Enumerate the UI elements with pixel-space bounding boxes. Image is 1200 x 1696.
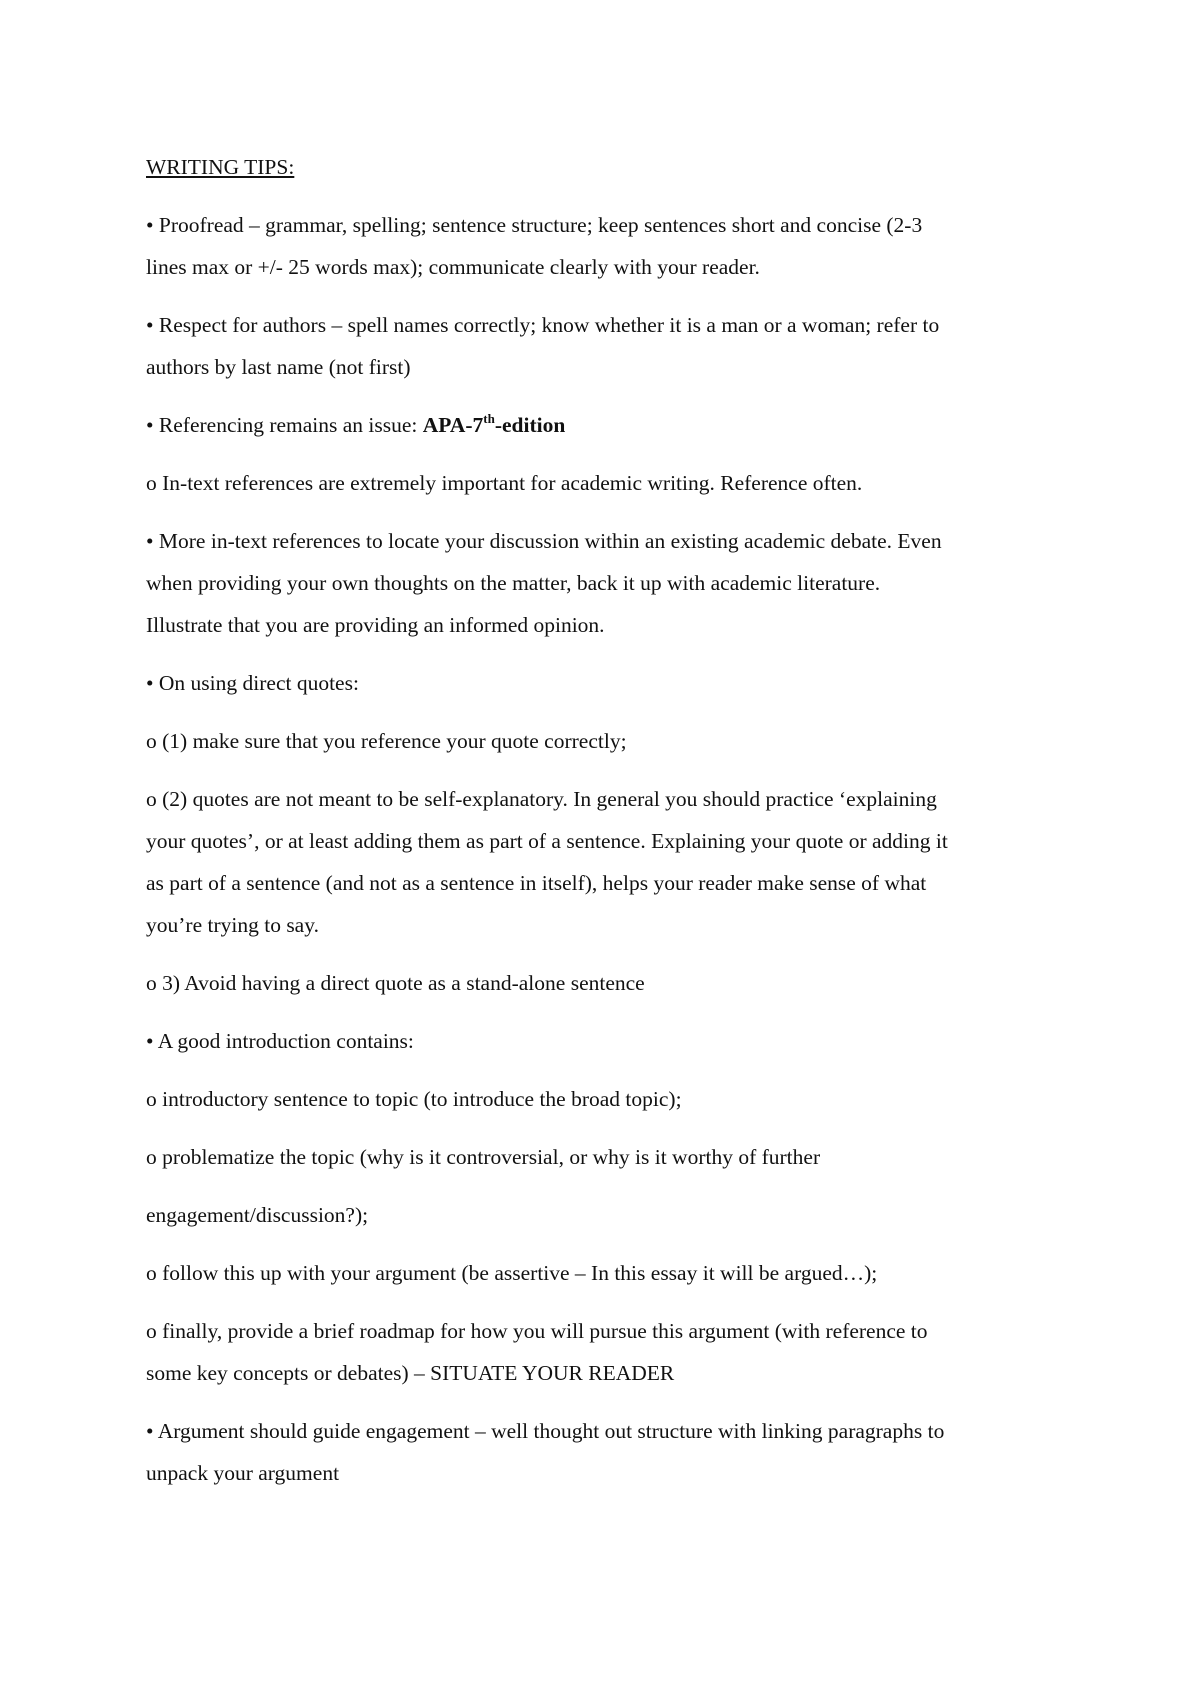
quote-tip-2 — [146, 778, 1066, 946]
intro-tip-3: o follow this up with your argument (be assertive – In this essay it will be argued…); — [146, 1261, 878, 1285]
tip-intext-references: o In-text references are extremely important for academic writing. Reference often. — [146, 471, 863, 495]
quote-tip-2-line-1: o (2) quotes are not meant to be self-explanatory. In general you should practice ‘explaining — [146, 787, 937, 811]
tip-respect-line-2: authors by last name (not first) — [146, 355, 411, 379]
intro-tip-2-continued: engagement/discussion?); — [146, 1203, 369, 1227]
quote-tip-2-line-3: as part of a sentence (and not as a sentence in itself), helps your reader make sense of what — [146, 871, 927, 895]
quote-tip-2-line-4: you’re trying to say. — [146, 913, 319, 937]
tip-more-intext — [146, 520, 1066, 646]
tip-respect-line-1: • Respect for authors – spell names correctly; know whether it is a man or a woman; refer to — [146, 313, 940, 337]
quote-tip-3: o 3) Avoid having a direct quote as a stand-alone sentence — [146, 971, 645, 995]
tip-argument-line-1: • Argument should guide engagement – well thought out structure with linking paragraphs to — [146, 1419, 945, 1443]
intro-tip-2: o problematize the topic (why is it controversial, or why is it worthy of further — [146, 1145, 821, 1169]
tip-argument — [146, 1410, 1066, 1494]
tip-direct-quotes-heading: • On using direct quotes: — [146, 671, 359, 695]
apa-edition-main: APA-7 — [422, 413, 484, 437]
tip-more-intext-line-3: Illustrate that you are providing an informed opinion. — [146, 613, 605, 637]
intro-tip-1: o introductory sentence to topic (to introduce the broad topic); — [146, 1087, 682, 1111]
intro-tip-4-line-1: o finally, provide a brief roadmap for how you will pursue this argument (with reference to — [146, 1319, 928, 1343]
apa-edition-superscript: th — [483, 411, 495, 426]
tip-respect-authors — [146, 304, 1066, 388]
apa-edition-suffix: -edition — [494, 413, 566, 437]
intro-tip-4 — [146, 1310, 1066, 1394]
tip-more-intext-line-1: • More in-text references to locate your discussion within an existing academic debate. Even — [146, 529, 942, 553]
tip-proofread-line-2: lines max or +/- 25 words max); communicate clearly with your reader. — [146, 255, 760, 279]
apa-edition — [423, 413, 566, 437]
quote-tip-2-line-2: your quotes’, or at least adding them as part of a sentence. Explaining your quote or adding it — [146, 829, 948, 853]
tip-referencing-prefix: • Referencing remains an issue: — [146, 413, 423, 437]
intro-tip-4-line-2: some key concepts or debates) – SITUATE YOUR READER — [146, 1361, 675, 1385]
quote-tip-1: o (1) make sure that you reference your quote correctly; — [146, 729, 627, 753]
tip-introduction-heading: • A good introduction contains: — [146, 1029, 414, 1053]
tip-more-intext-line-2: when providing your own thoughts on the matter, back it up with academic literature. — [146, 571, 881, 595]
tip-proofread — [146, 204, 1066, 288]
document-body — [146, 146, 1066, 1510]
tip-argument-line-2: unpack your argument — [146, 1461, 340, 1485]
tip-proofread-line-1: • Proofread – grammar, spelling; sentence structure; keep sentences short and concise (2-3 — [146, 213, 923, 237]
page-title: WRITING TIPS: — [146, 155, 295, 179]
tip-referencing — [146, 404, 1066, 446]
